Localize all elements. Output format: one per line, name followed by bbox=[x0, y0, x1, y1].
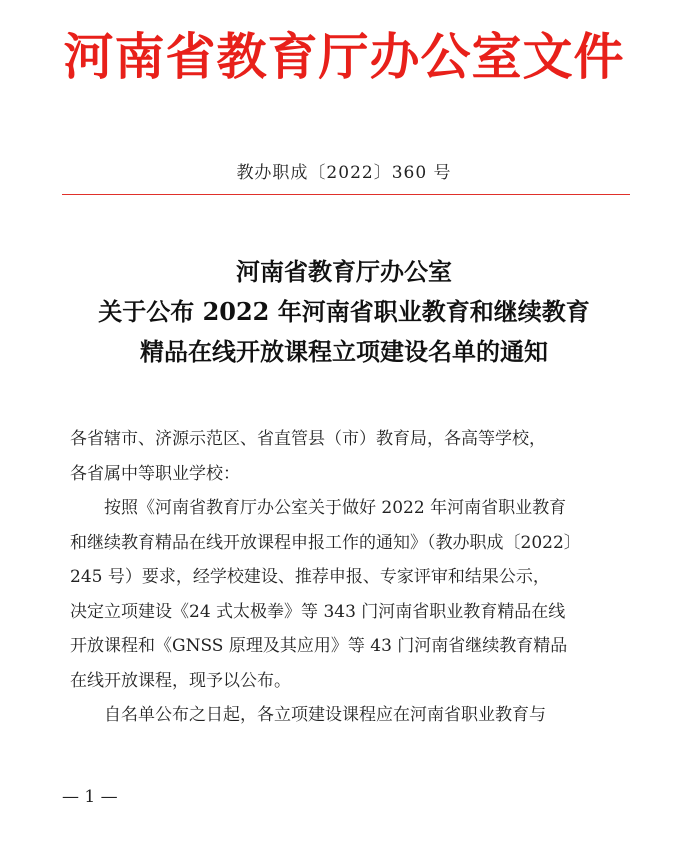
notice-body bbox=[70, 422, 640, 733]
document-number: 教办职成〔2022〕360 号 bbox=[236, 163, 452, 183]
notice-title-line-1: 河南省教育厅办公室 bbox=[236, 257, 452, 286]
paragraph-1-line-4: 决定立项建设《24 式太极拳》等 343 门河南省职业教育精品在线 bbox=[70, 601, 566, 622]
notice-title bbox=[0, 252, 688, 372]
paragraph-1-line-3: 245 号）要求，经学校建设、推荐申报、专家评审和结果公示， bbox=[70, 567, 550, 587]
red-separator-line bbox=[62, 194, 630, 195]
paragraph-1-line-2: 和继续教育精品在线开放课程申报工作的通知》（教办职成〔2022〕 bbox=[70, 532, 581, 553]
document-header-title: 河南省教育厅办公室文件 bbox=[63, 27, 625, 86]
paragraph-2-line-1: 自名单公布之日起，各立项建设课程应在河南省职业教育与 bbox=[104, 705, 546, 725]
paragraph-1-line-1: 按照《河南省教育厅办公室关于做好 2022 年河南省职业教育 bbox=[104, 498, 567, 518]
recipients-line-2: 各省属中等职业学校： bbox=[70, 463, 240, 484]
paragraph-1-line-6: 在线开放课程，现予以公布。 bbox=[70, 670, 291, 691]
paragraph-1-line-5: 开放课程和《GNSS 原理及其应用》等 43 门河南省继续教育精品 bbox=[70, 636, 568, 656]
notice-title-line-2: 关于公布 2022 年河南省职业教育和继续教育 bbox=[98, 297, 590, 326]
page-number: — 1 — bbox=[62, 787, 118, 807]
recipients-line-1: 各省辖市、济源示范区、省直管县（市）教育局，各高等学校， bbox=[70, 429, 546, 449]
notice-title-line-3: 精品在线开放课程立项建设名单的通知 bbox=[140, 337, 548, 366]
